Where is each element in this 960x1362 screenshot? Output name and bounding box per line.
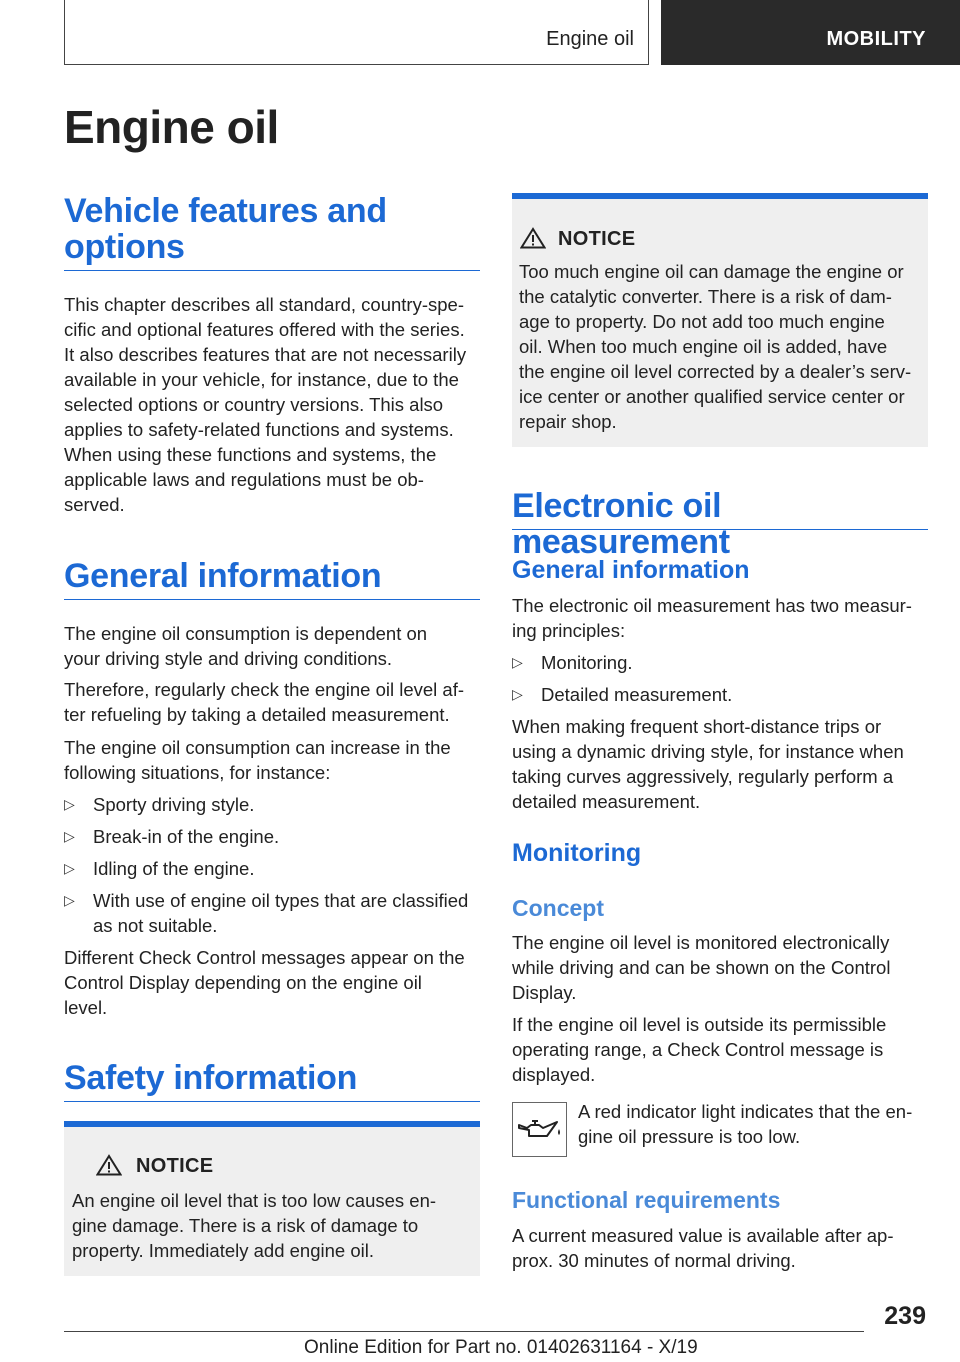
list-item xyxy=(512,650,928,675)
general-information-heading: General information xyxy=(64,557,382,595)
notice-box xyxy=(512,193,928,447)
list-item-text xyxy=(93,888,468,938)
text-line: the catalytic converter. There is a risk of dam‐ xyxy=(519,286,892,307)
text-line: ing principles: xyxy=(512,620,626,641)
notice-box xyxy=(64,1121,480,1276)
warning-triangle-icon xyxy=(520,227,546,249)
text-line: applicable laws and regulations must be ob‐ xyxy=(64,469,424,490)
footer-rule xyxy=(64,1331,864,1332)
text-line: oil. When too much engine oil is added, have xyxy=(519,336,888,357)
section-rule xyxy=(512,529,928,530)
list-item xyxy=(64,856,480,881)
section-rule xyxy=(64,270,480,271)
text-line: your driving style and driving conditions. xyxy=(64,648,393,669)
monitoring-heading: Monitoring xyxy=(512,839,642,867)
warning-triangle-icon xyxy=(96,1154,122,1176)
text-line: Therefore, regularly check the engine oil level af‐ xyxy=(64,679,465,700)
text-line: With use of engine oil types that are classified xyxy=(93,890,469,911)
text-line: When making frequent short-distance trips or xyxy=(512,716,882,737)
functional-requirements-text xyxy=(512,1223,894,1273)
general-information-subheading: General information xyxy=(512,556,750,584)
footer-edition: Online Edition for Part no. 01402631164 - X/19 xyxy=(304,1337,698,1358)
header-chapter-title: MOBILITY xyxy=(826,28,926,50)
text-line: If the engine oil level is outside its permissible xyxy=(512,1014,887,1035)
text-line: gine oil pressure is too low. xyxy=(578,1126,801,1147)
text-line: The engine oil consumption is dependent on xyxy=(64,623,428,644)
text-line: using a dynamic driving style, for instance when xyxy=(512,741,904,762)
list-item-text: Break-in of the engine. xyxy=(93,826,280,847)
text-line: available in your vehicle, for instance, due to the xyxy=(64,369,459,390)
list-item-text: Detailed measurement. xyxy=(541,684,733,705)
text-line: gine damage. There is a risk of damage to xyxy=(72,1215,419,1236)
list-item xyxy=(64,824,480,849)
text-line: A red indicator light indicates that the en‐ xyxy=(578,1101,913,1122)
list-item xyxy=(64,792,480,817)
text-line: property. Immediately add engine oil. xyxy=(72,1240,374,1261)
text-line: served. xyxy=(64,494,125,515)
gi-paragraph-4 xyxy=(64,945,465,1020)
indicator-text xyxy=(578,1099,912,1149)
text-line: An engine oil level that is too low causes en‐ xyxy=(72,1190,437,1211)
electronic-oil-measurement-heading: Electronic oil measurement xyxy=(512,487,730,561)
text-line: Too much engine oil can damage the engine or xyxy=(519,261,904,282)
text-line: as not suitable. xyxy=(93,915,218,936)
text-line: A current measured value is available after ap‐ xyxy=(512,1225,894,1246)
notice-title: NOTICE xyxy=(558,228,636,250)
gi-paragraph-2 xyxy=(64,677,464,727)
concept-paragraph-2 xyxy=(512,1012,886,1087)
gi-paragraph-3 xyxy=(64,735,451,785)
header-section-title: Engine oil xyxy=(546,28,634,50)
eom-paragraph-1 xyxy=(512,593,912,643)
text-line: age to property. Do not add too much engine xyxy=(519,311,885,332)
text-line: operating range, a Check Control message is xyxy=(512,1039,884,1060)
text-line: selected options or country versions. This also xyxy=(64,394,444,415)
text-line: repair shop. xyxy=(519,411,617,432)
vehicle-features-heading xyxy=(64,193,387,265)
text-line: The electronic oil measurement has two measur‐ xyxy=(512,595,912,616)
triangle-bullet-icon: ▷ xyxy=(512,686,523,702)
header-chapter-box xyxy=(661,0,960,65)
text-line: When using these functions and systems, the xyxy=(64,444,437,465)
text-line: It also describes features that are not necessarily xyxy=(64,344,467,365)
text-line: Display. xyxy=(512,982,577,1003)
text-line: Different Check Control messages appear on the xyxy=(64,947,465,968)
text-line: applies to safety-related functions and systems. xyxy=(64,419,454,440)
safety-information-heading: Safety information xyxy=(64,1059,358,1097)
oil-indicator-box xyxy=(512,1102,567,1157)
text-line: prox. 30 minutes of normal driving. xyxy=(512,1250,796,1271)
notice-text xyxy=(72,1188,436,1263)
functional-requirements-heading: Functional requirements xyxy=(512,1187,781,1213)
text-line: the engine oil level corrected by a dealer’s serv‐ xyxy=(519,361,912,382)
header-section-box xyxy=(64,0,649,65)
page-number: 239 xyxy=(884,1302,926,1330)
list-item xyxy=(512,682,928,707)
vehicle-features-text xyxy=(64,292,466,517)
list-item xyxy=(64,888,480,938)
concept-heading: Concept xyxy=(512,895,604,921)
text-line: ice center or another qualified service center or xyxy=(519,386,905,407)
text-line: cific and optional features offered with the series. xyxy=(64,319,465,340)
notice-text xyxy=(519,259,911,434)
text-line: This chapter describes all standard, country-spe‐ xyxy=(64,294,464,315)
text-line: ter refueling by taking a detailed measurement. xyxy=(64,704,450,725)
concept-paragraph-1 xyxy=(512,930,890,1005)
text-line: Control Display depending on the engine oil xyxy=(64,972,422,993)
eom-paragraph-2 xyxy=(512,714,904,814)
text-line: displayed. xyxy=(512,1064,596,1085)
notice-title: NOTICE xyxy=(136,1155,214,1177)
text-line: The engine oil consumption can increase in the xyxy=(64,737,451,758)
triangle-bullet-icon: ▷ xyxy=(64,828,75,844)
triangle-bullet-icon: ▷ xyxy=(512,654,523,670)
triangle-bullet-icon: ▷ xyxy=(64,892,75,908)
vehicle-features-heading-line: options xyxy=(64,228,185,266)
triangle-bullet-icon: ▷ xyxy=(64,860,75,876)
text-line: following situations, for instance: xyxy=(64,762,331,783)
text-line: detailed measurement. xyxy=(512,791,701,812)
text-line: The engine oil level is monitored electronically xyxy=(512,932,890,953)
gi-paragraph-1 xyxy=(64,621,427,671)
list-item-text: Sporty driving style. xyxy=(93,794,255,815)
oil-can-indicator-icon xyxy=(513,1103,565,1155)
page-title: Engine oil xyxy=(64,101,279,153)
list-item-text: Idling of the engine. xyxy=(93,858,255,879)
triangle-bullet-icon: ▷ xyxy=(64,796,75,812)
section-rule xyxy=(64,599,480,600)
vehicle-features-heading-line: Vehicle features and xyxy=(64,192,387,230)
text-line: level. xyxy=(64,997,108,1018)
text-line: while driving and can be shown on the Control xyxy=(512,957,891,978)
list-item-text: Monitoring. xyxy=(541,652,633,673)
text-line: taking curves aggressively, regularly perform a xyxy=(512,766,894,787)
section-rule xyxy=(64,1101,480,1102)
